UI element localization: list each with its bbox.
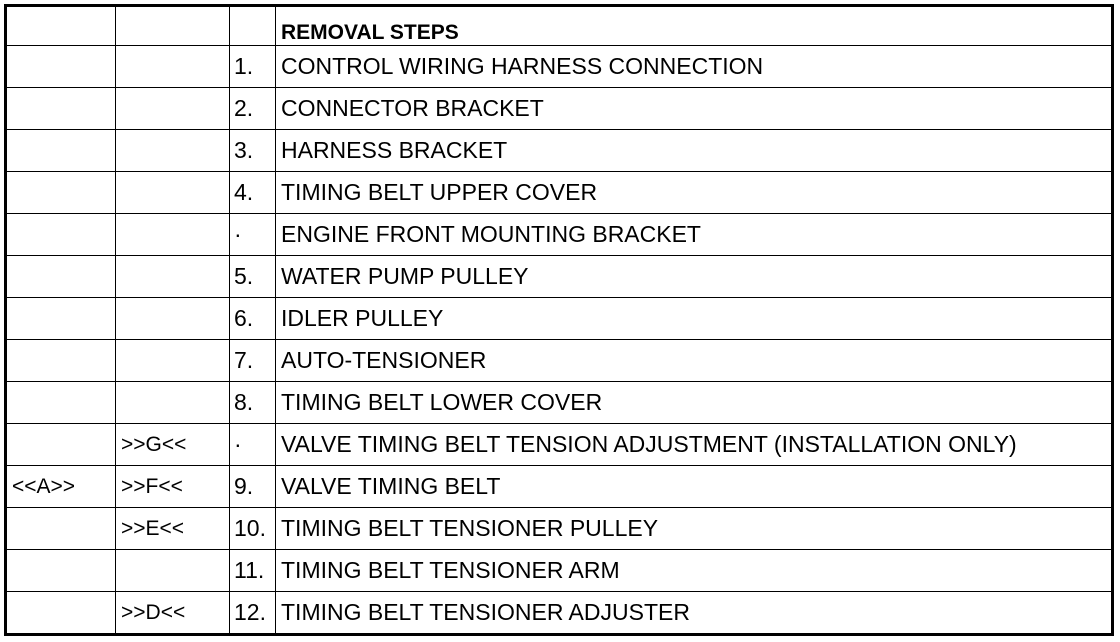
table-row: [6, 130, 1113, 172]
step-description-cell: TIMING BELT LOWER COVER: [276, 382, 1113, 424]
step-number-cell: ·: [230, 214, 276, 256]
removal-ref-cell: [6, 130, 116, 172]
step-description-cell: TIMING BELT TENSIONER ARM: [276, 550, 1113, 592]
table-row: [6, 508, 1113, 550]
step-description-cell: TIMING BELT TENSIONER ADJUSTER: [276, 592, 1113, 635]
step-number-cell: 11.: [230, 550, 276, 592]
step-number-cell: 9.: [230, 466, 276, 508]
removal-ref-cell: [6, 172, 116, 214]
table-row: [6, 382, 1113, 424]
installation-ref-header-cell: [116, 6, 230, 46]
step-description-cell: VALVE TIMING BELT: [276, 466, 1113, 508]
removal-ref-cell: <<A>>: [6, 466, 116, 508]
removal-ref-cell: [6, 382, 116, 424]
installation-ref-cell: [116, 172, 230, 214]
step-number-cell: 4.: [230, 172, 276, 214]
step-number-cell: ·: [230, 424, 276, 466]
removal-ref-cell: [6, 214, 116, 256]
step-number-cell: 7.: [230, 340, 276, 382]
removal-ref-header-cell: [6, 6, 116, 46]
step-description-cell: TIMING BELT TENSIONER PULLEY: [276, 508, 1113, 550]
table-row: [6, 214, 1113, 256]
table-row: [6, 466, 1113, 508]
installation-ref-cell: [116, 130, 230, 172]
installation-ref-cell: >>E<<: [116, 508, 230, 550]
step-description-cell: AUTO-TENSIONER: [276, 340, 1113, 382]
step-description-cell: TIMING BELT UPPER COVER: [276, 172, 1113, 214]
table-row: [6, 424, 1113, 466]
step-number-cell: 8.: [230, 382, 276, 424]
table-row: [6, 256, 1113, 298]
removal-steps-sheet: [4, 4, 1114, 636]
removal-ref-cell: [6, 424, 116, 466]
removal-steps-table: [4, 4, 1114, 636]
step-number-cell: 6.: [230, 298, 276, 340]
removal-ref-cell: [6, 256, 116, 298]
step-description-cell: VALVE TIMING BELT TENSION ADJUSTMENT (INSTALLATION ONLY): [276, 424, 1113, 466]
installation-ref-cell: [116, 298, 230, 340]
installation-ref-cell: [116, 550, 230, 592]
step-description-cell: IDLER PULLEY: [276, 298, 1113, 340]
table-row: [6, 172, 1113, 214]
step-number-cell: 5.: [230, 256, 276, 298]
installation-ref-cell: [116, 46, 230, 88]
table-row: [6, 592, 1113, 635]
removal-ref-cell: [6, 592, 116, 635]
installation-ref-cell: [116, 256, 230, 298]
installation-ref-cell: >>G<<: [116, 424, 230, 466]
step-number-header-cell: [230, 6, 276, 46]
installation-ref-cell: [116, 88, 230, 130]
step-number-cell: 3.: [230, 130, 276, 172]
step-description-cell: WATER PUMP PULLEY: [276, 256, 1113, 298]
installation-ref-cell: >>D<<: [116, 592, 230, 635]
removal-ref-cell: [6, 340, 116, 382]
installation-ref-cell: >>F<<: [116, 466, 230, 508]
removal-ref-cell: [6, 46, 116, 88]
step-number-cell: 10.: [230, 508, 276, 550]
step-description-cell: CONNECTOR BRACKET: [276, 88, 1113, 130]
step-number-cell: 12.: [230, 592, 276, 635]
step-number-cell: 2.: [230, 88, 276, 130]
removal-ref-cell: [6, 298, 116, 340]
table-row: [6, 46, 1113, 88]
step-description-cell: ENGINE FRONT MOUNTING BRACKET: [276, 214, 1113, 256]
removal-ref-cell: [6, 88, 116, 130]
installation-ref-cell: [116, 214, 230, 256]
step-number-cell: 1.: [230, 46, 276, 88]
removal-steps-heading: REMOVAL STEPS: [276, 6, 1113, 46]
removal-ref-cell: [6, 550, 116, 592]
table-header-row: [6, 6, 1113, 46]
installation-ref-cell: [116, 340, 230, 382]
step-description-cell: CONTROL WIRING HARNESS CONNECTION: [276, 46, 1113, 88]
table-row: [6, 550, 1113, 592]
installation-ref-cell: [116, 382, 230, 424]
table-row: [6, 340, 1113, 382]
table-row: [6, 298, 1113, 340]
removal-ref-cell: [6, 508, 116, 550]
table-row: [6, 88, 1113, 130]
step-description-cell: HARNESS BRACKET: [276, 130, 1113, 172]
